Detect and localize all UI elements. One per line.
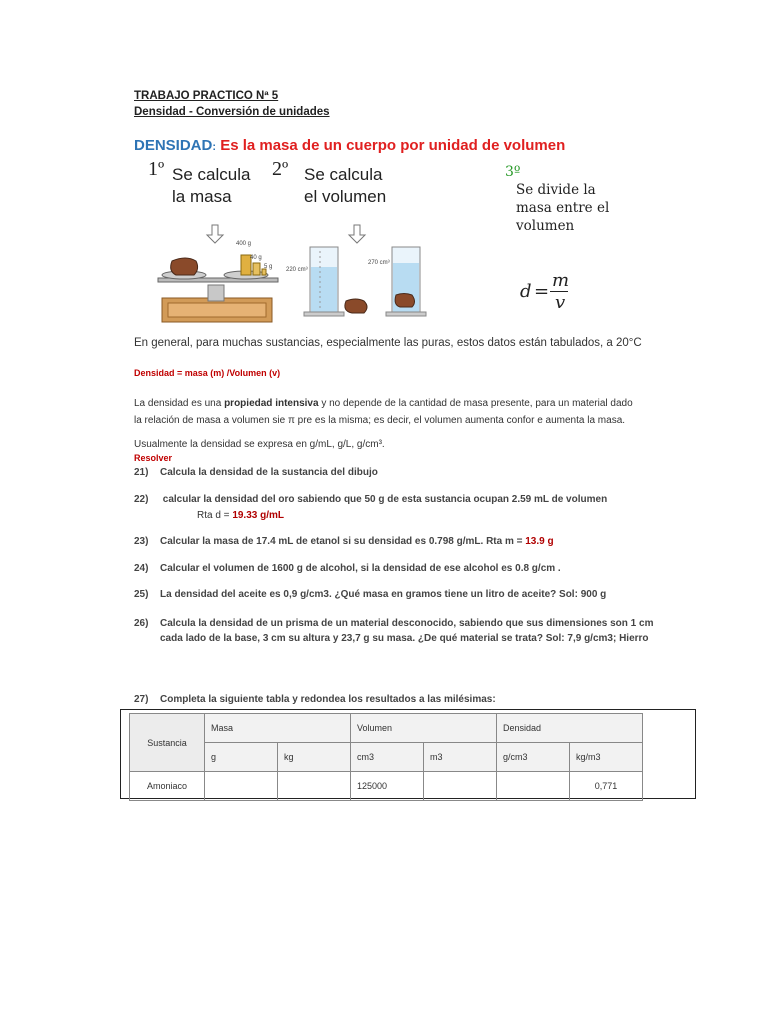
unit-m3: m3 [424, 743, 497, 772]
step-3-number: 3º [505, 164, 521, 180]
header-densidad: Densidad [496, 714, 642, 743]
density-formula: d = m v [520, 270, 570, 313]
cell-masa-g[interactable] [205, 772, 278, 801]
graduated-cylinder-2 [386, 247, 426, 316]
cell-densidad-gcm3[interactable] [496, 772, 569, 801]
intensive-property-paragraph: La densidad es una propiedad intensiva y no depende de la cantidad de masa presente, para un material dado la relación de masa a volumen sie π pre es la misma; es decir, el volumen aumenta confor e aumenta la masa. [134, 398, 633, 426]
rock-sample [171, 258, 198, 275]
question-25: 25) La densidad del aceite es 0,9 g/cm3. ¿Qué masa en gramos tiene un litro de aceite? Sol: 900 g [134, 589, 607, 600]
resolver-label: Resolver [134, 453, 173, 463]
density-illustration [134, 155, 634, 325]
graduated-cylinder-1 [304, 247, 344, 316]
density-definition-text: Es la masa de un cuerpo por unidad de volumen [220, 137, 566, 154]
question-26: 26) Calcula la densidad de un prisma de un material desconocido, sabiendo que sus dimensiones son 1 cm cada lado de la base, 3 cm su altura y 23,7 g su masa. ¿De qué material se trata? Sol: 7,9 g/cm3; Hierro [134, 618, 654, 644]
question-24: 24) Calcular el volumen de 1600 g de alcohol, si la densidad de ese alcohol es 0.8 g/cm . [134, 563, 561, 574]
definition-colon: : [212, 141, 217, 153]
label-270cm3: 270 cm³ [368, 260, 390, 266]
units-line: Usualmente la densidad se expresa en g/mL, g/L, g/cm³. [134, 439, 385, 450]
label-5g: 5 g [264, 264, 273, 270]
unit-cm3: cm3 [351, 743, 424, 772]
table-row [130, 772, 643, 801]
question-21: 21) Calcula la densidad de la sustancia del dibujo [134, 467, 378, 478]
unit-gcm3: g/cm3 [496, 743, 569, 772]
step-1-number: 1º [148, 158, 165, 180]
question-23: 23) Calcular la masa de 17.4 mL de etanol si su densidad es 0.798 g/mL. Rta m = 13.9 g [134, 536, 554, 547]
step-3-text: Se divide la masa entre el volumen [516, 182, 610, 234]
question-27: 27) Completa la siguiente tabla y redondea los resultados a las milésimas: [134, 694, 496, 705]
density-definition [134, 137, 565, 154]
label-220cm3: 220 cm³ [286, 267, 308, 273]
label-400g: 400 g [236, 241, 252, 247]
unit-kg: kg [278, 743, 351, 772]
cell-masa-kg[interactable] [278, 772, 351, 801]
unit-kgm3: kg/m3 [569, 743, 642, 772]
step-1-text: Se calcula la masa [172, 165, 251, 206]
step-2-number: 2º [272, 158, 289, 180]
worksheet-subtitle: Densidad - Conversión de unidades [134, 106, 330, 118]
density-table-frame [120, 709, 696, 799]
label-40g: 40 g [250, 255, 262, 261]
worksheet-title: TRABAJO PRACTICO Nª 5 [134, 90, 279, 102]
header-volumen: Volumen [351, 714, 497, 743]
cell-volumen-m3[interactable] [424, 772, 497, 801]
step-2-text: Se calcula el volumen [304, 165, 387, 206]
density-table [129, 713, 643, 801]
down-arrow-icon [207, 225, 365, 243]
cell-densidad-kgm3: 0,771 [569, 772, 642, 801]
answer-22: Rta d = 19.33 g/mL [197, 510, 285, 521]
cell-volumen-cm3: 125000 [351, 772, 424, 801]
header-sustancia: Sustancia [130, 714, 205, 772]
rock-sample-small [345, 299, 367, 313]
header-masa: Masa [205, 714, 351, 743]
question-22: 22) calcular la densidad del oro sabiendo que 50 g de esta sustancia ocupan 2.59 mL de volumen [134, 494, 608, 505]
cell-sustancia: Amoniaco [130, 772, 205, 801]
density-term: DENSIDAD [134, 137, 213, 154]
density-formula-line: Densidad = masa (m) /Volumen (v) [134, 368, 281, 378]
intro-text: En general, para muchas sustancias, especialmente las puras, estos datos están tabulados, a 20°C [134, 337, 642, 349]
unit-g: g [205, 743, 278, 772]
